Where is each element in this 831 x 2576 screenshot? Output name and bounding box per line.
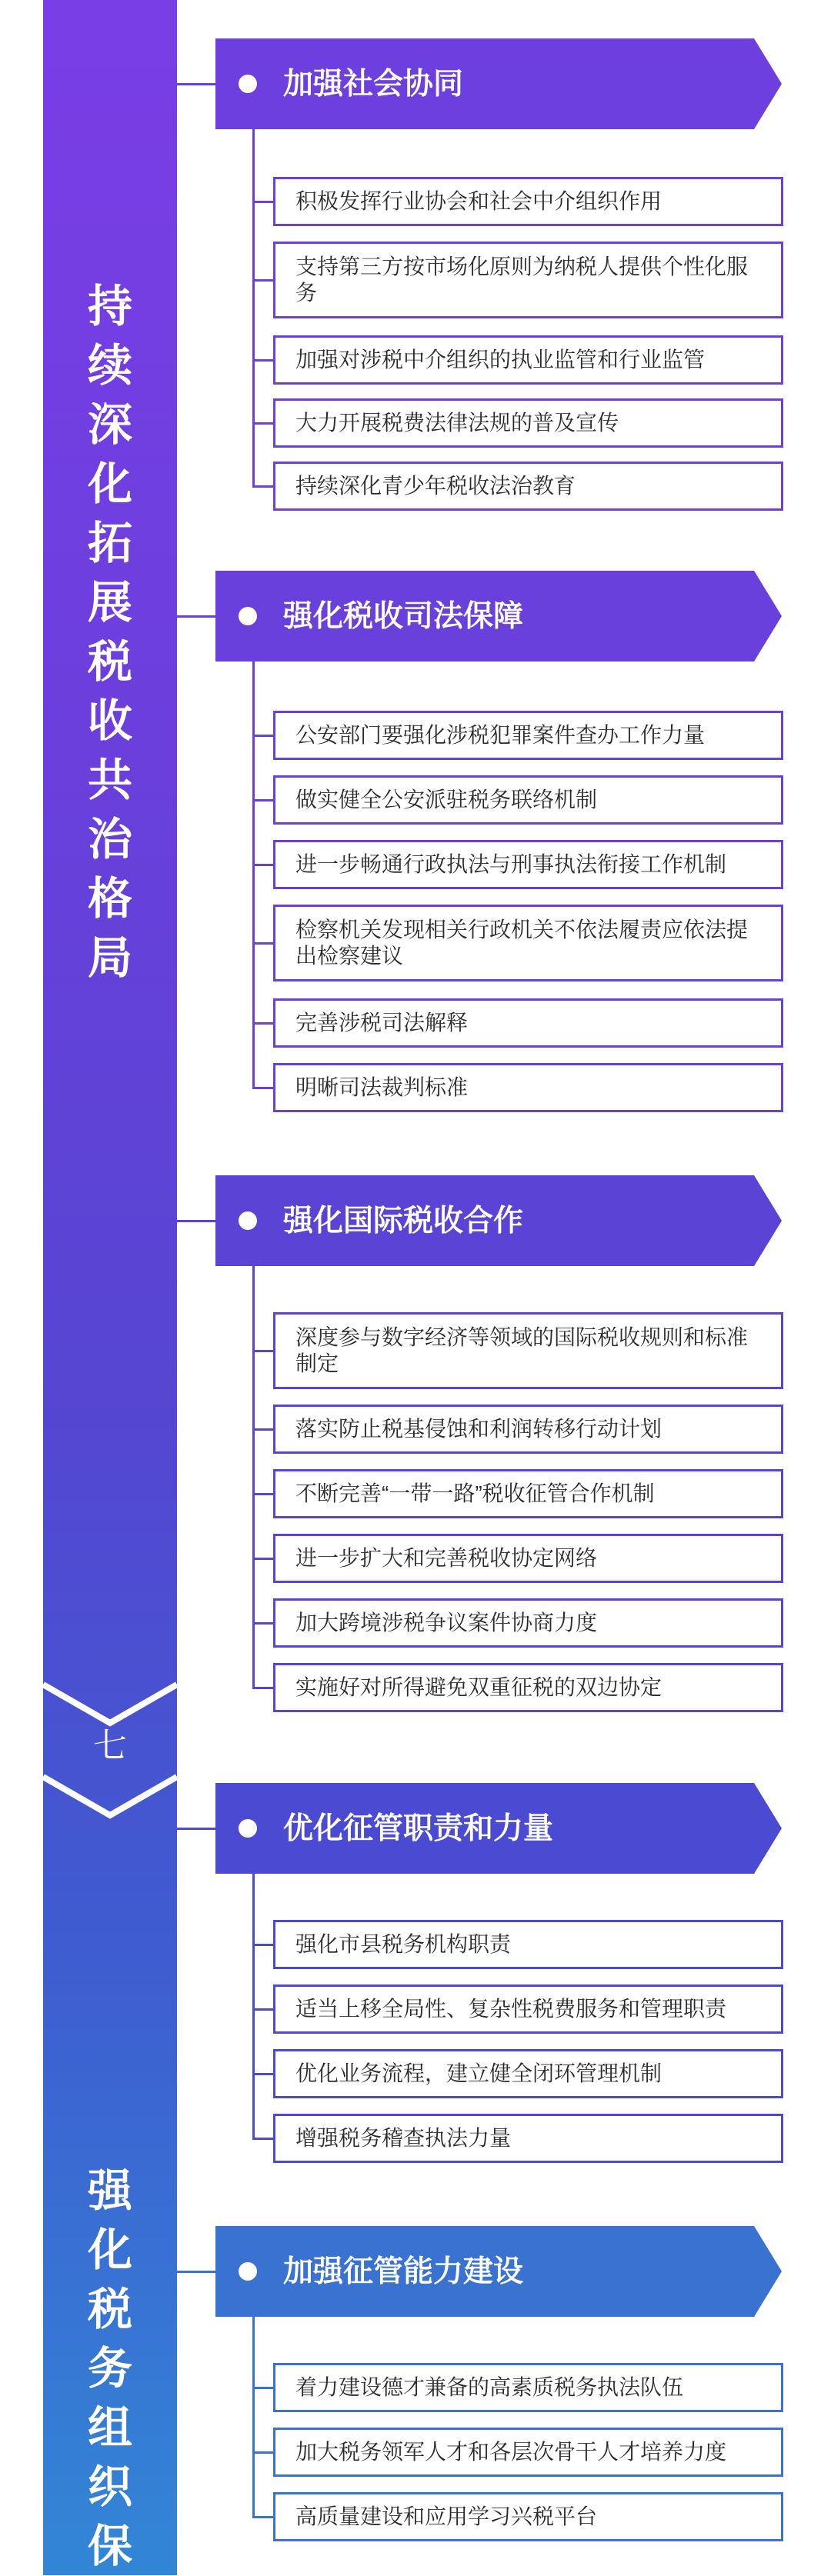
item-connector [252, 1087, 275, 1089]
item-connector [252, 942, 275, 945]
list-item: 强化市县税务机构职责 [273, 1920, 783, 1969]
item-connector [252, 1944, 275, 1946]
header-bullet-icon [239, 1819, 257, 1838]
sidebar-connector [177, 1828, 217, 1830]
sidebar-connector [177, 1220, 217, 1222]
item-connector [252, 1022, 275, 1025]
list-item: 进一步扩大和完善税收协定网络 [273, 1534, 783, 1583]
vertical-title-char: 深 [87, 398, 132, 451]
top-vertical-title [43, 277, 177, 988]
list-item: 大力开展税费法律法规的普及宣传 [273, 398, 783, 448]
section-header [215, 571, 782, 661]
vertical-title-char: 共 [87, 754, 132, 806]
header-bullet-icon [239, 607, 257, 625]
sidebar-connector [177, 83, 217, 85]
list-item: 加大税务领军人才和各层次骨干人才培养力度 [273, 2428, 783, 2477]
vertical-title-char: 持 [87, 280, 132, 332]
tree-line [252, 661, 255, 1089]
list-item: 深度参与数字经济等领域的国际税收规则和标准制定 [273, 1312, 783, 1389]
vertical-title-char: 织 [87, 2461, 132, 2513]
vertical-title-char: 税 [87, 2283, 132, 2335]
list-item: 持续深化青少年税收法治教育 [273, 462, 783, 511]
item-connector [252, 1350, 275, 1352]
bottom-vertical-title [43, 2161, 177, 2576]
list-item: 公安部门要强化涉税犯罪案件查办工作力量 [273, 711, 783, 760]
sidebar-connector [177, 615, 217, 618]
item-connector [252, 2451, 275, 2454]
vertical-title-char: 局 [87, 931, 132, 984]
item-connector [252, 2008, 275, 2011]
list-item: 做实健全公安派驻税务联络机制 [273, 775, 783, 825]
vertical-title-char: 拓 [87, 517, 132, 569]
section-title: 强化税收司法保障 [283, 598, 524, 634]
tree-line [252, 2317, 255, 2518]
item-connector [252, 1687, 275, 1689]
item-connector [252, 735, 275, 737]
list-item: 检察机关发现相关行政机关不依法履责应依法提出检察建议 [273, 905, 783, 981]
list-item: 优化业务流程，建立健全闭环管理机制 [273, 2049, 783, 2098]
section-header [215, 1783, 782, 1874]
list-item: 进一步畅通行政执法与刑事执法衔接工作机制 [273, 840, 783, 889]
item-connector [252, 201, 275, 203]
item-connector [252, 2073, 275, 2075]
list-item: 增强税务稽查执法力量 [273, 2114, 783, 2163]
item-connector [252, 2387, 275, 2389]
section-header [215, 1175, 782, 1266]
section-title: 加强社会协同 [283, 66, 464, 102]
tree-line [252, 1874, 255, 2140]
vertical-title-char: 展 [87, 576, 132, 628]
item-connector [252, 422, 275, 425]
item-connector [252, 1428, 275, 1431]
header-bullet-icon [239, 2262, 257, 2281]
header-bullet-icon [239, 1211, 257, 1230]
vertical-title-char: 化 [87, 2224, 132, 2276]
vertical-title-char: 治 [87, 813, 132, 865]
section-header [215, 2226, 782, 2317]
list-item: 积极发挥行业协会和社会中介组织作用 [273, 177, 783, 226]
list-item: 高质量建设和应用学习兴税平台 [273, 2492, 783, 2541]
tree-line [252, 129, 255, 488]
vertical-title-char: 务 [87, 2342, 132, 2394]
vertical-title-char: 格 [87, 872, 132, 925]
list-item: 加强对涉税中介组织的执业监管和行业监管 [273, 335, 783, 385]
item-connector [252, 2138, 275, 2140]
vertical-title-char: 税 [87, 635, 132, 688]
list-item: 支持第三方按市场化原则为纳税人提供个性化服务 [273, 242, 783, 318]
item-connector [252, 485, 275, 488]
item-connector [252, 1622, 275, 1625]
list-item: 不断完善“一带一路”税收征管合作机制 [273, 1469, 783, 1518]
section-title: 加强征管能力建设 [283, 2254, 524, 2289]
item-connector [252, 2516, 275, 2518]
divider-number: 七 [93, 1726, 127, 1765]
list-item: 实施好对所得避免双重征税的双边协定 [273, 1663, 783, 1712]
item-connector [252, 1558, 275, 1560]
vertical-title-char: 强 [87, 2164, 132, 2217]
tree-line [252, 1266, 255, 1689]
item-connector [252, 359, 275, 362]
sidebar-band [43, 0, 177, 2575]
sidebar-connector [177, 2271, 217, 2273]
section-title: 强化国际税收合作 [283, 1203, 524, 1238]
list-item: 适当上移全局性、复杂性税费服务和管理职责 [273, 1984, 783, 2034]
vertical-title-char: 收 [87, 695, 132, 747]
section-header [215, 38, 782, 129]
list-item: 完善涉税司法解释 [273, 998, 783, 1048]
item-connector [252, 279, 275, 282]
vertical-title-char: 化 [87, 458, 132, 510]
list-item: 加大跨境涉税争议案件协商力度 [273, 1598, 783, 1648]
list-item: 着力建设德才兼备的高素质税务执法队伍 [273, 2363, 783, 2412]
list-item: 落实防止税基侵蚀和利润转移行动计划 [273, 1405, 783, 1454]
vertical-title-char: 保 [87, 2520, 132, 2572]
item-connector [252, 1493, 275, 1495]
header-bullet-icon [239, 75, 257, 93]
item-connector [252, 864, 275, 866]
vertical-title-char: 续 [87, 339, 132, 392]
list-item: 明晰司法裁判标准 [273, 1063, 783, 1112]
vertical-title-char: 组 [87, 2401, 132, 2454]
item-connector [252, 799, 275, 801]
section-title: 优化征管职责和力量 [283, 1811, 554, 1846]
